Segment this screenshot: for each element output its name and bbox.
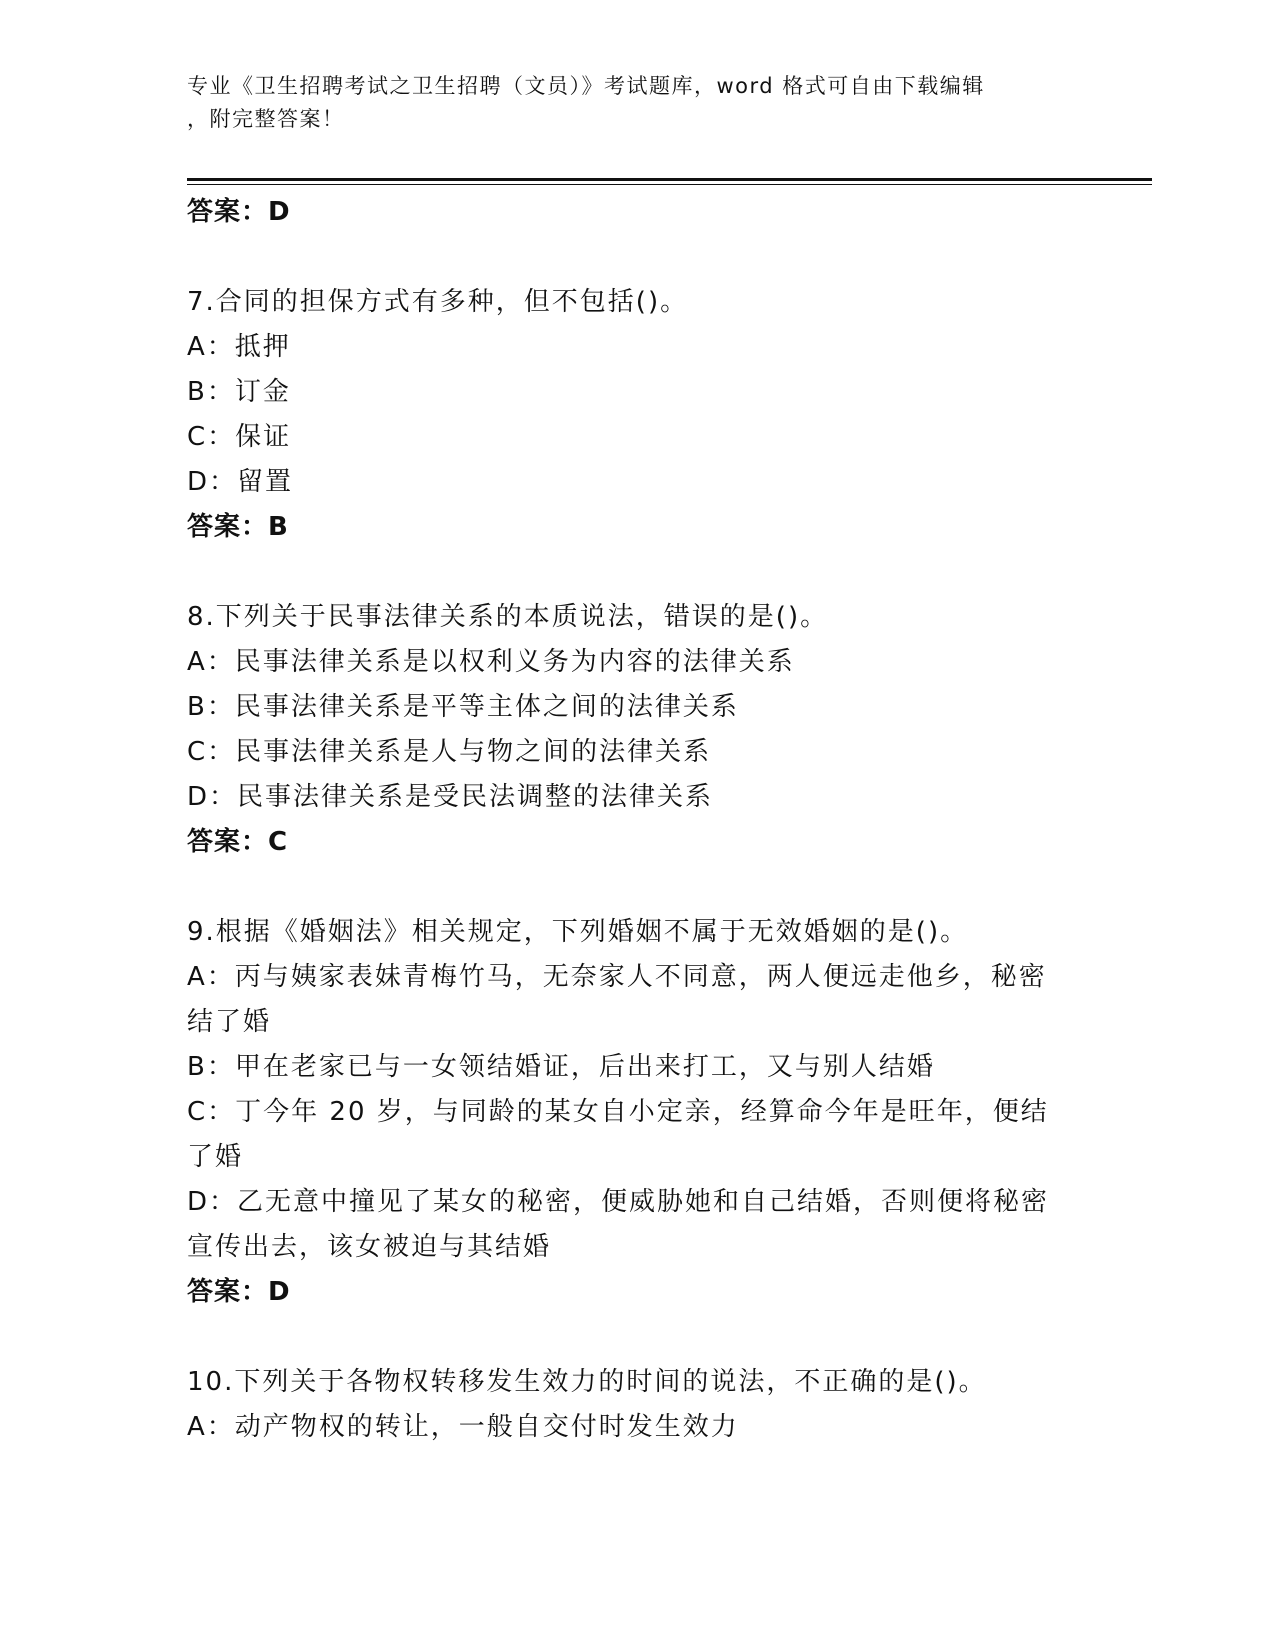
- option-b: B：甲在老家已与一女领结婚证，后出来打工，又与别人结婚: [187, 1052, 935, 1082]
- option-a: A：动产物权的转让，一般自交付时发生效力: [187, 1412, 739, 1442]
- document-body: [187, 190, 1087, 1450]
- question-block: [187, 595, 1087, 865]
- header-line-2: ，附完整答案！: [187, 107, 345, 131]
- question-stem: 8.下列关于民事法律关系的本质说法，错误的是()。: [187, 602, 829, 632]
- question-stem: 7.合同的担保方式有多种，但不包括()。: [187, 287, 689, 317]
- answer: 答案：B: [187, 512, 289, 542]
- option-a: A：抵押: [187, 332, 291, 362]
- question-stem: 10.下列关于各物权转移发生效力的时间的说法，不正确的是()。: [187, 1367, 987, 1397]
- header-line-1: 专业《卫生招聘考试之卫生招聘（文员）》考试题库，word 格式可自由下载编辑: [187, 74, 985, 98]
- option-b: B：民事法律关系是平等主体之间的法律关系: [187, 692, 739, 722]
- option-a: A：民事法律关系是以权利义务为内容的法律关系: [187, 647, 795, 677]
- option-c-line-2: 了婚: [187, 1142, 244, 1172]
- spacer: [187, 1315, 1087, 1360]
- option-c: C：保证: [187, 422, 292, 452]
- spacer: [187, 865, 1087, 910]
- option-d-line-1: D：乙无意中撞见了某女的秘密，便威胁她和自己结婚，否则便将秘密: [187, 1187, 1050, 1217]
- answer: 答案：C: [187, 827, 289, 857]
- answer: 答案：D: [187, 1277, 291, 1307]
- previous-answer: 答案：D: [187, 197, 291, 227]
- header-rule-thick: [187, 178, 1152, 181]
- option-c-line-1: C：丁今年 20 岁，与同龄的某女自小定亲，经算命今年是旺年，便结: [187, 1097, 1049, 1127]
- question-block: [187, 1360, 1087, 1450]
- spacer: [187, 235, 1087, 280]
- question-stem: 9.根据《婚姻法》相关规定，下列婚姻不属于无效婚姻的是()。: [187, 917, 969, 947]
- option-a-line-1: A：丙与姨家表妹青梅竹马，无奈家人不同意，两人便远走他乡，秘密: [187, 962, 1047, 992]
- question-block: [187, 280, 1087, 550]
- document-header: [187, 70, 1087, 136]
- option-d: D：留置: [187, 467, 294, 497]
- header-rule-thin: [187, 184, 1152, 185]
- spacer: [187, 550, 1087, 595]
- option-b: B：订金: [187, 377, 291, 407]
- option-d-line-2: 宣传出去，该女被迫与其结婚: [187, 1232, 552, 1262]
- option-d: D：民事法律关系是受民法调整的法律关系: [187, 782, 714, 812]
- option-a-line-2: 结了婚: [187, 1007, 272, 1037]
- option-c: C：民事法律关系是人与物之间的法律关系: [187, 737, 712, 767]
- question-block: [187, 910, 1087, 1315]
